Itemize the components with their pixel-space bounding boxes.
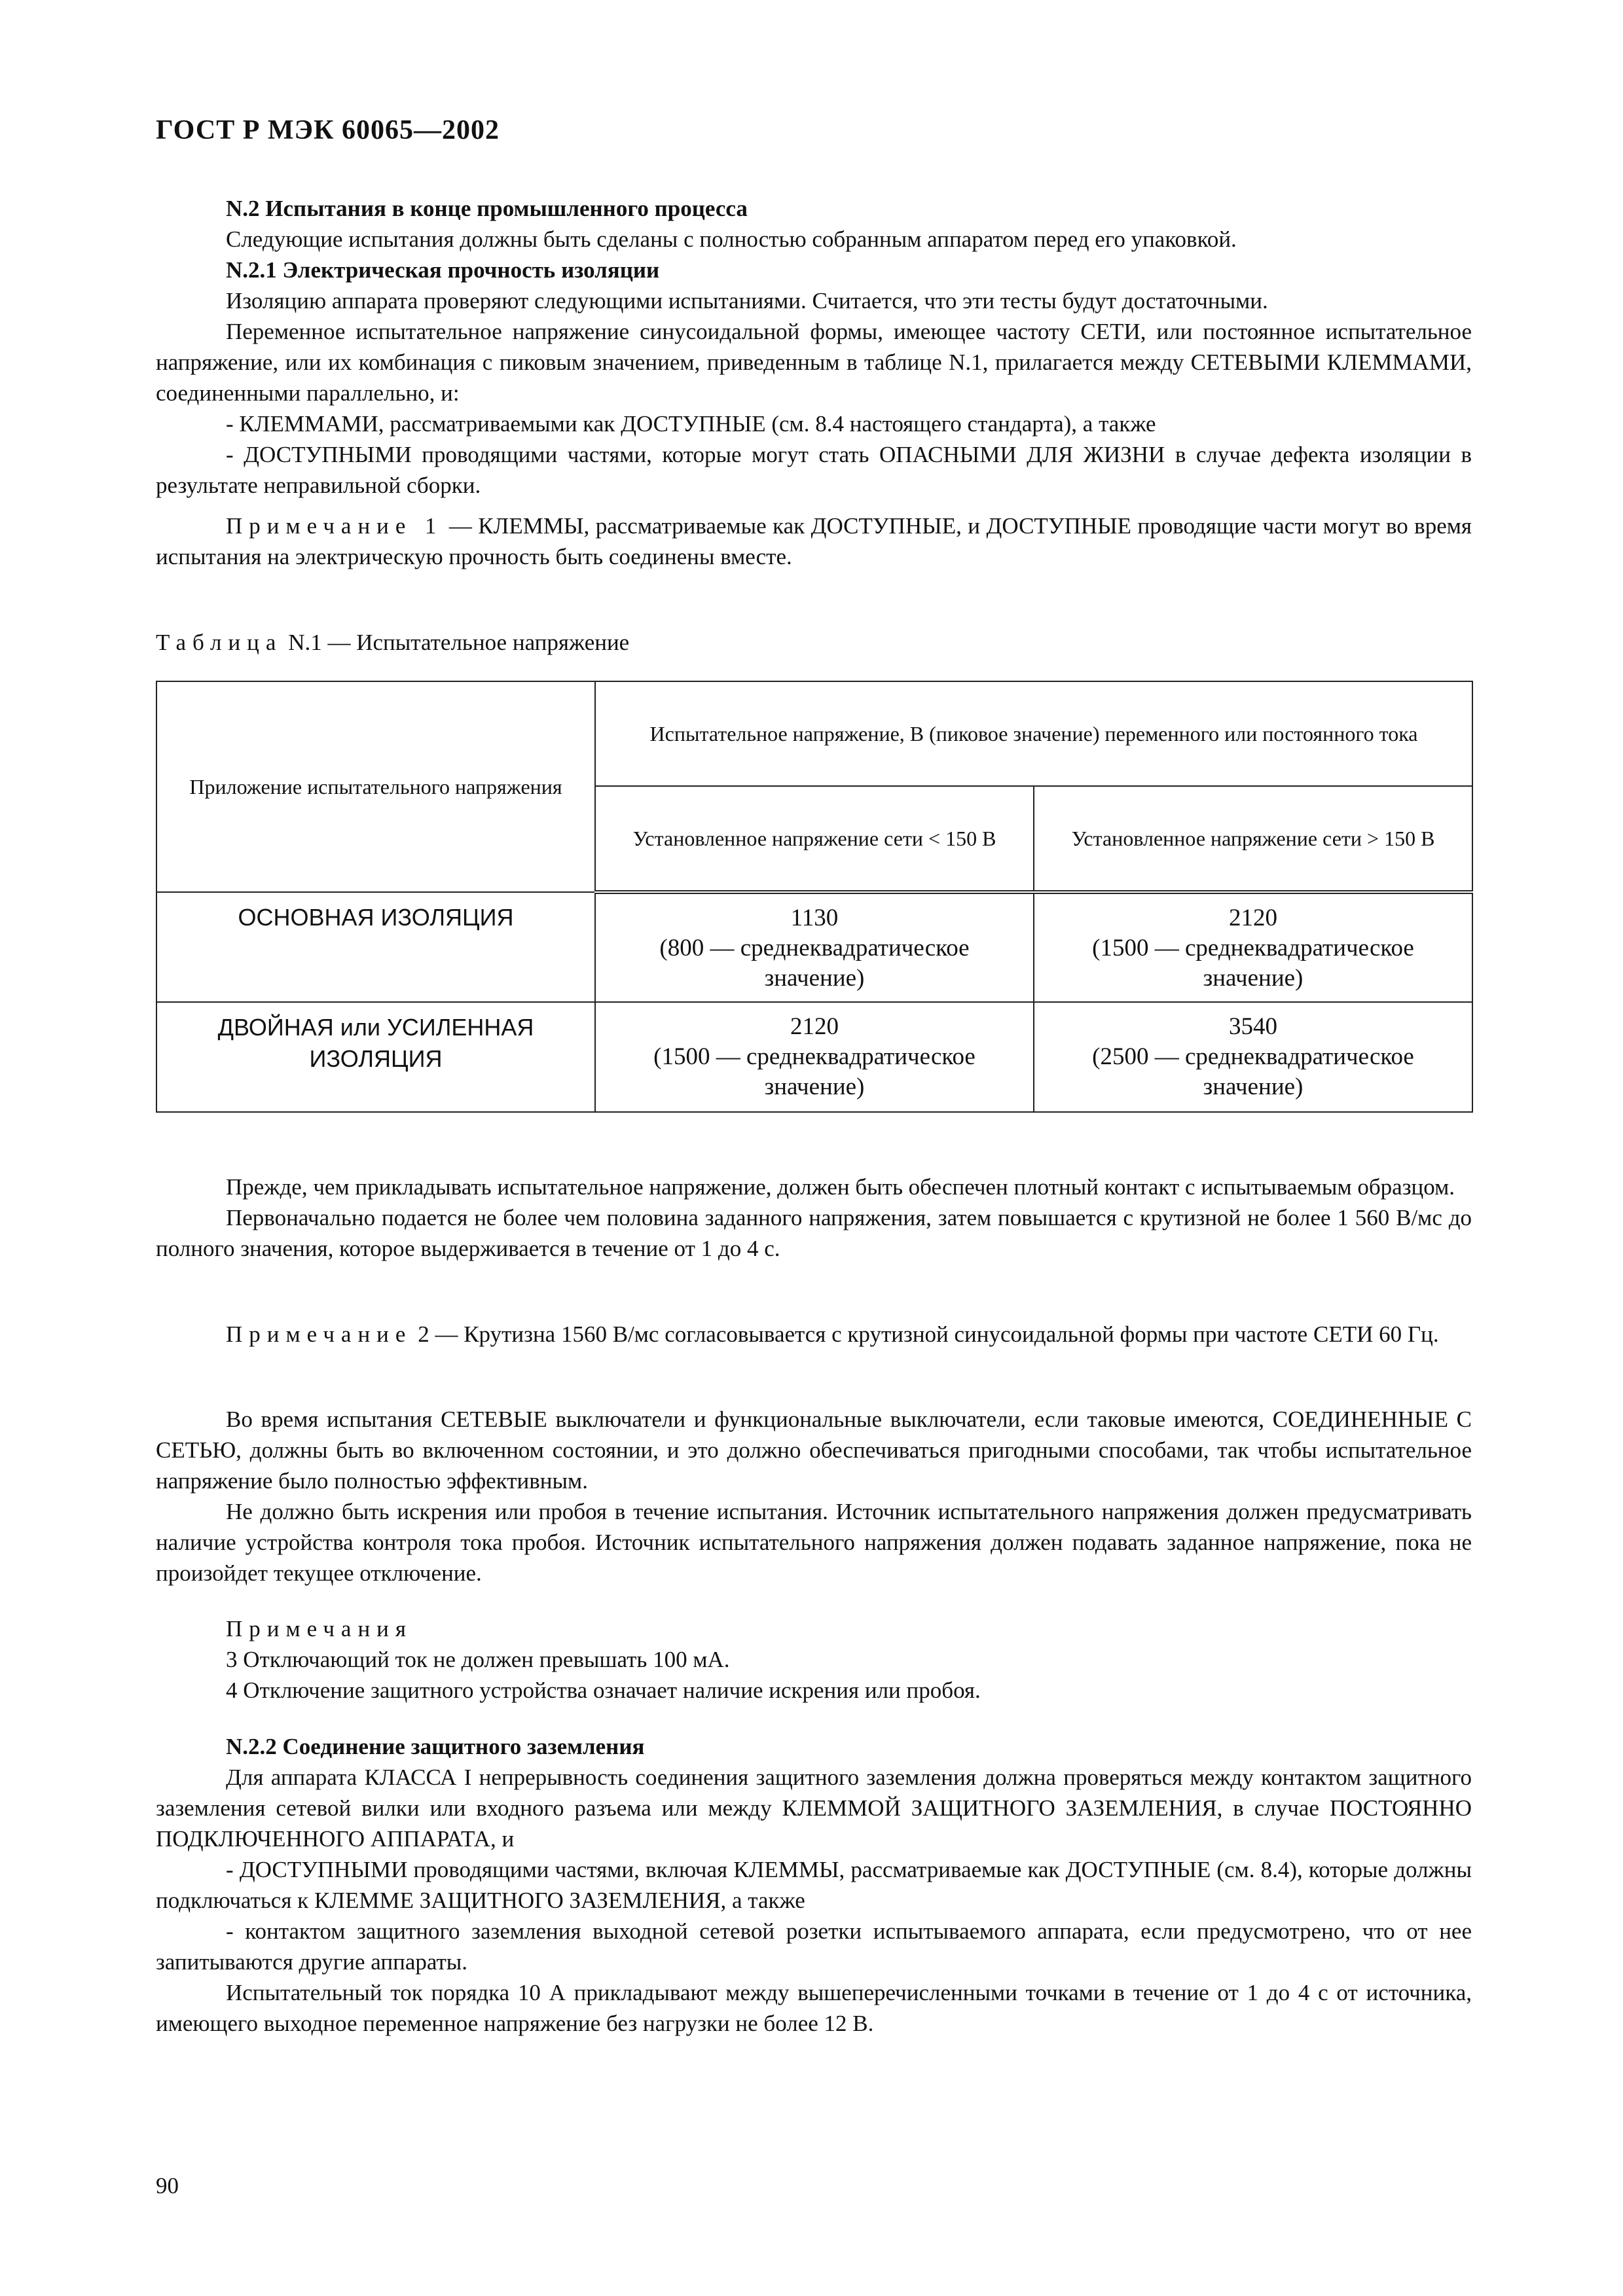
- list-item: - ДОСТУПНЫМИ проводящими частями, включая КЛЕММЫ, рассматриваемые как ДОСТУПНЫЕ (см. 8.4), которые должны подключаться к КЛЕММЕ ЗАЩИТНОГО ЗАЗЕМЛЕНИЯ, а также: [156, 1857, 1472, 1913]
- notes-label: Примечания: [226, 1616, 413, 1641]
- paragraph: Изоляцию аппарата проверяют следующими испытаниями. Считается, что эти тесты будут достаточными.: [226, 288, 1268, 314]
- cell-value: 2120: [1229, 905, 1277, 931]
- cell-note: (1500 — среднеквадратическое значение): [1092, 935, 1414, 992]
- note-label: Примечание: [226, 1321, 412, 1347]
- table-caption: [156, 630, 629, 656]
- column-header-above-150: Установленное напряжение сети > 150 В: [1034, 786, 1472, 892]
- table-row: [156, 892, 1472, 1002]
- standard-title: ГОСТ Р МЭК 60065—2002: [156, 115, 500, 145]
- paragraph: Во время испытания СЕТЕВЫЕ выключатели и функциональные выключатели, если таковые имеются, СОЕДИНЕННЫЕ С СЕТЬЮ, должны быть во включенном состоянии, и это должно обеспечиваться пригодными способами, так чтобы испытательное напряжение было полностью эффективным.: [156, 1407, 1472, 1494]
- notes-3-4: [156, 1613, 1472, 1706]
- cell-value: 3540: [1229, 1013, 1277, 1040]
- column-header-application: Приложение испытательного напряжения: [156, 681, 595, 892]
- section-n2: [156, 193, 1472, 501]
- column-header-below-150: Установленное напряжение сети < 150 В: [595, 786, 1034, 892]
- table-cell: [595, 1002, 1034, 1112]
- section-n22: [156, 1731, 1472, 2039]
- paragraph: Переменное испытательное напряжение синусоидальной формы, имеющее частоту СЕТИ, или постоянное испытательное напряжение, или их комбинация с пиковым значением, приведенным в таблице N.1, прилагается между СЕТЕВЫМИ КЛЕММАМИ, соединенными параллельно, и:: [156, 319, 1472, 406]
- section-heading: N.2.1 Электрическая прочность изоляции: [226, 257, 660, 283]
- row-label: ДВОЙНАЯ или УСИЛЕННАЯ ИЗОЛЯЦИЯ: [156, 1002, 595, 1112]
- table-cell: [595, 892, 1034, 1002]
- paragraph: Испытательный ток порядка 10 А прикладывают между вышеперечисленными точками в течение от 1 до 4 с от источника, имеющего выходное переменное напряжение без нагрузки не более 12 В.: [156, 1980, 1472, 2036]
- note-1: [156, 511, 1472, 572]
- list-item: - ДОСТУПНЫМИ проводящими частями, которые могут стать ОПАСНЫМИ ДЛЯ ЖИЗНИ в случае дефекта изоляции в результате неправильной сборки.: [156, 442, 1472, 498]
- paragraph: Прежде, чем прикладывать испытательное напряжение, должен быть обеспечен плотный контакт с испытываемым образцом.: [226, 1174, 1455, 1200]
- table-cell: [1034, 1002, 1472, 1112]
- paragraph: Для аппарата КЛАССА I непрерывность соединения защитного заземления должна проверяться между контактом защитного заземления сетевой вилки или входного разъема или между КЛЕММОЙ ЗАЩИТНОГО ЗАЗЕМЛЕНИЯ, в случае ПОСТОЯННО ПОДКЛЮЧЕННОГО АППАРАТА, и: [156, 1765, 1472, 1852]
- cell-note: (1500 — среднеквадратическое значение): [653, 1043, 976, 1100]
- list-item: - КЛЕММАМИ, рассматриваемыми как ДОСТУПНЫЕ (см. 8.4 настоящего стандарта), а также: [226, 411, 1156, 437]
- paragraph: Не должно быть искрения или пробоя в течение испытания. Источник испытательного напряжения должен предусматривать наличие устройства контроля тока пробоя. Источник испытательного напряжения должен подавать заданное напряжение, пока не произойдет текущее отключение.: [156, 1499, 1472, 1586]
- note-label: Примечание 1: [226, 513, 443, 539]
- cell-value: 2120: [790, 1013, 839, 1040]
- paragraph: Следующие испытания должны быть сделаны с полностью собранным аппаратом перед его упаковкой.: [226, 226, 1237, 252]
- list-item: - контактом защитного заземления выходной сетевой розетки испытываемого аппарата, если предусмотрено, что от нее запитываются другие аппараты.: [156, 1918, 1472, 1975]
- page-number: 90: [156, 2173, 179, 2198]
- note-item: 3 Отключающий ток не должен превышать 100 мА.: [226, 1647, 730, 1672]
- note-text: — КЛЕММЫ, рассматриваемые как ДОСТУПНЫЕ, и ДОСТУПНЫЕ проводящие части могут во время испытания на электрическую прочность быть соединены вместе.: [156, 513, 1472, 569]
- note-text: 2 — Крутизна 1560 В/мс согласовывается с крутизной синусоидальной формы при частоте СЕТИ 60 Гц.: [412, 1321, 1439, 1347]
- cell-value: 1130: [790, 905, 839, 931]
- after-table-text: [156, 1172, 1472, 1264]
- note-2: [156, 1319, 1472, 1350]
- section-heading: N.2 Испытания в конце промышленного процесса: [226, 196, 748, 221]
- note-item: 4 Отключение защитного устройства означает наличие искрения или пробоя.: [226, 1677, 981, 1703]
- table-row: [156, 1002, 1472, 1112]
- row-label: ОСНОВНАЯ ИЗОЛЯЦИЯ: [156, 892, 595, 1002]
- table-caption-label: Таблица: [156, 630, 283, 655]
- paragraph: Первоначально подается не более чем половина заданного напряжения, затем повышается с крутизной не более 1 560 В/мс до полного значения, которое выдерживается в течение от 1 до 4 с.: [156, 1205, 1472, 1261]
- table-cell: [1034, 892, 1472, 1002]
- cell-note: (2500 — среднеквадратическое значение): [1092, 1043, 1414, 1100]
- test-voltage-table: [156, 681, 1473, 1113]
- section-heading: N.2.2 Соединение защитного заземления: [226, 1734, 645, 1759]
- middle-text: [156, 1404, 1472, 1588]
- cell-note: (800 — среднеквадратическое значение): [659, 935, 970, 992]
- column-group-header: Испытательное напряжение, В (пиковое значение) переменного или постоянного тока: [595, 681, 1472, 786]
- table-caption-text: N.1 — Испытательное напряжение: [282, 630, 630, 655]
